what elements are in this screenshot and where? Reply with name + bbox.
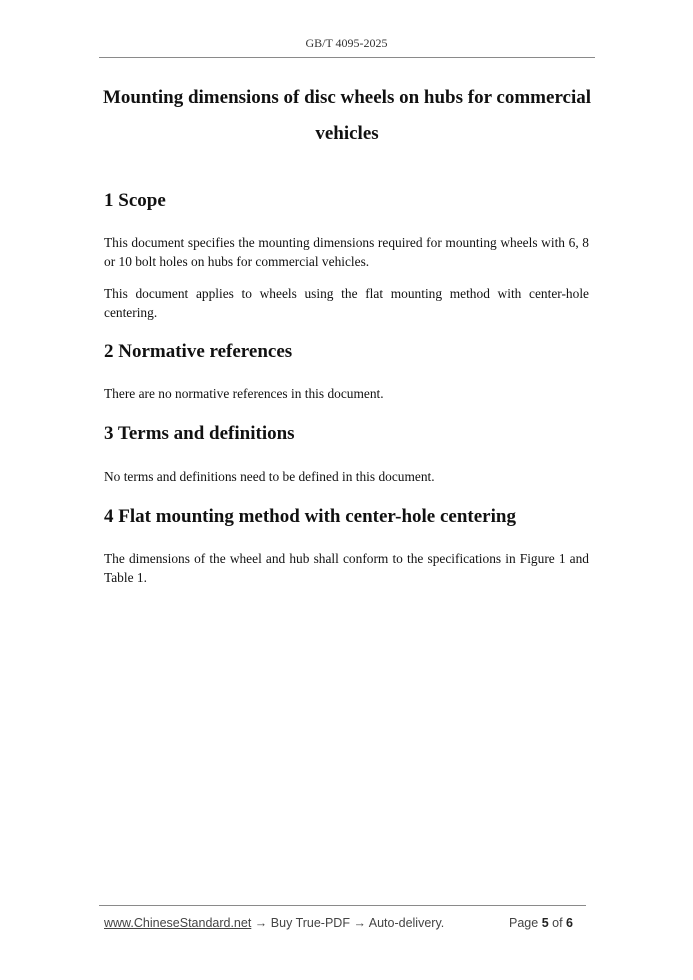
arrow-icon: →: [353, 916, 366, 930]
flat-mounting-paragraph: The dimensions of the wheel and hub shall conform to the specifications in Figure 1 and Table 1.: [104, 551, 589, 585]
page-indicator: [509, 916, 573, 930]
site-link[interactable]: www.ChineseStandard.net: [104, 916, 252, 930]
section-heading-flat-mounting: 4 Flat mounting method with center-hole centering: [104, 506, 516, 527]
page-total: 6: [566, 916, 573, 930]
running-header: GB/T 4095-2025: [305, 36, 388, 50]
document-title: Mounting dimensions of disc wheels on hubs for commercial vehicles: [102, 87, 592, 144]
page-current: 5: [541, 916, 549, 930]
section-heading-normative-references: 2 Normative references: [104, 341, 293, 362]
normative-references-paragraph: There are no normative references in this document.: [104, 386, 384, 401]
arrow-icon: →: [254, 916, 268, 930]
delivery-text: Auto-delivery.: [368, 916, 445, 930]
footer-promo: [104, 916, 444, 930]
scope-paragraph-2: This document applies to wheels using the flat mounting method with center-hole centering.: [104, 286, 589, 320]
header-divider: [99, 57, 595, 58]
section-heading-terms-definitions: 3 Terms and definitions: [104, 423, 295, 444]
section-heading-scope: 1 Scope: [104, 190, 166, 211]
buy-text: Buy True-PDF: [270, 916, 350, 930]
page-label: Page: [509, 916, 539, 930]
scope-paragraph-1: This document specifies the mounting dimensions required for mounting wheels with 6, 8 or 10 bolt holes on hubs for commercial vehicles.: [104, 235, 589, 269]
terms-definitions-paragraph: No terms and definitions need to be defined in this document.: [104, 469, 435, 484]
page-of-label: of: [552, 916, 563, 930]
footer-divider: [99, 905, 586, 906]
